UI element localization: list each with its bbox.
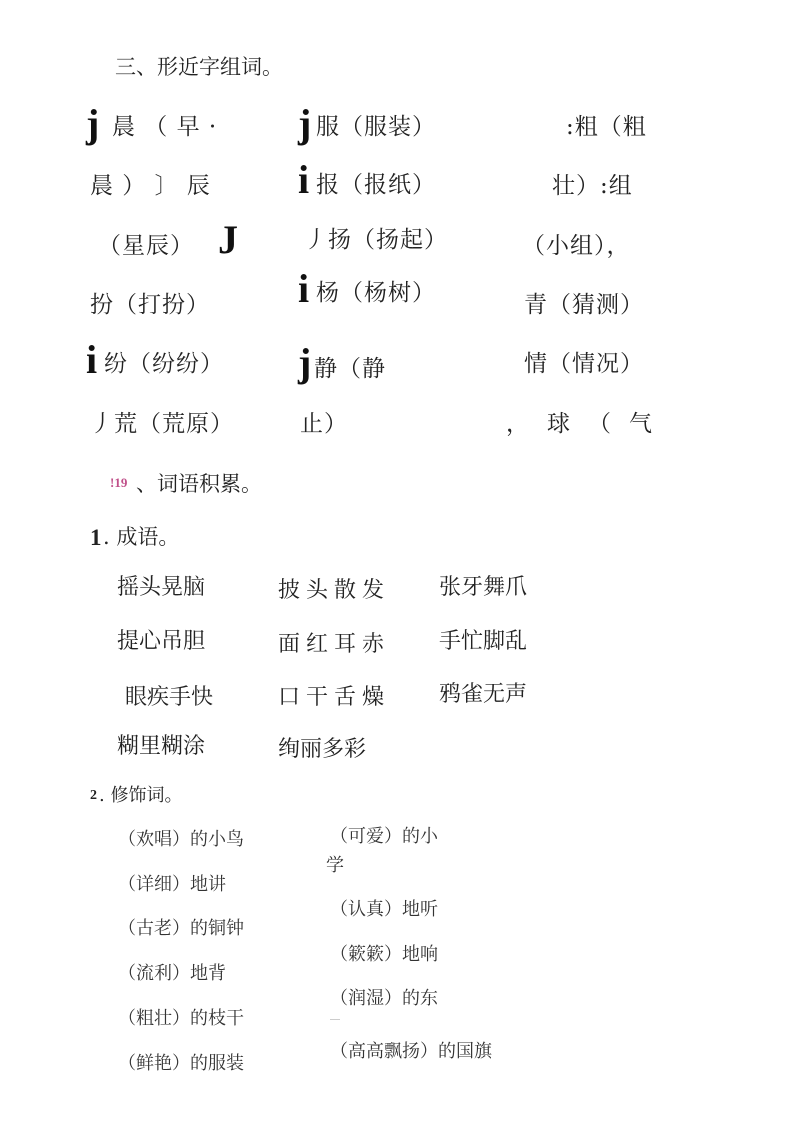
- stray-glyph-j: j: [86, 101, 100, 146]
- col3-line-4: 青（猜测）: [524, 292, 644, 318]
- col3-line-3: （小组），: [522, 233, 631, 259]
- stray-glyph-i: i: [298, 157, 310, 202]
- col2-line-3: 丿扬（扬起）: [304, 227, 448, 253]
- col1-line-3: （星辰）: [98, 233, 194, 259]
- col1-line-1: 晨 （ 早 ·: [112, 114, 218, 140]
- idiom: 披头散发: [278, 578, 391, 603]
- modifier-item-continuation: 学: [326, 855, 344, 876]
- col1-line-2: 晨 ） 〕 辰: [90, 173, 211, 199]
- col2-line-5: 静（静: [314, 356, 386, 382]
- subsection-2-number: 2: [90, 788, 97, 803]
- col3-line-5: 情（情况）: [524, 351, 644, 377]
- modifier-item: （流利）地背: [118, 963, 226, 984]
- col1-line-4: 扮（打扮）: [90, 292, 210, 318]
- modifier-item: （鲜艳）的服装: [118, 1053, 244, 1074]
- col1-line-5: 纷（纷纷）: [104, 351, 224, 377]
- idiom: 鸦雀无声: [439, 682, 528, 707]
- stray-glyph-j: j: [298, 340, 312, 385]
- idiom: 绚丽多彩: [278, 737, 367, 762]
- col3-line-6: ，球（气: [506, 411, 670, 437]
- modifier-item: （可爱）的小: [330, 826, 438, 847]
- col2-line-6: 止）: [300, 411, 348, 437]
- col2-line-2: 报（报纸）: [316, 172, 436, 198]
- subsection-1-number: 1: [90, 525, 102, 550]
- section-3-heading: 三、形近字组词。: [115, 55, 283, 79]
- modifier-item: （欢唱）的小鸟: [118, 829, 244, 850]
- col2-line-1: 服（服装）: [316, 114, 436, 140]
- idiom: 摇头晃脑: [117, 575, 206, 600]
- modifier-item: （高高飘扬）的国旗: [330, 1041, 492, 1062]
- modifier-item: （古老）的铜钟: [118, 918, 244, 939]
- modifier-item: （簌簌）地响: [330, 944, 438, 965]
- faint-divider: [330, 1019, 340, 1020]
- stray-glyph-i: i: [86, 337, 98, 382]
- section-4-heading: 、词语积累。: [136, 472, 262, 496]
- stray-glyph-i: i: [298, 266, 310, 311]
- col3-line-1: :粗（粗: [566, 114, 647, 140]
- idiom: 手忙脚乱: [439, 629, 528, 654]
- idiom: 提心吊胆: [117, 629, 206, 654]
- section-4-marker: !19: [110, 475, 128, 490]
- stray-glyph-J: J: [218, 217, 238, 262]
- col3-line-2: 壮）:组: [552, 173, 633, 199]
- modifier-item: （润湿）的东: [330, 988, 438, 1009]
- subsection-2-label: . 修饰词。: [99, 785, 183, 806]
- idiom: 口干舌燥: [278, 685, 391, 710]
- modifier-item: （认真）地听: [330, 899, 438, 920]
- col1-line-6: 丿荒（荒原）: [90, 411, 234, 437]
- subsection-1-label: . 成语。: [103, 525, 180, 549]
- idiom: 眼疾手快: [125, 685, 214, 710]
- idiom: 面红耳赤: [278, 632, 391, 657]
- stray-glyph-j: j: [298, 101, 312, 146]
- col2-line-4: 杨（杨树）: [316, 280, 436, 306]
- idiom: 张牙舞爪: [439, 575, 528, 600]
- idiom: 糊里糊涂: [117, 734, 206, 759]
- modifier-item: （详细）地讲: [118, 874, 226, 895]
- modifier-item: （粗壮）的枝干: [118, 1008, 244, 1029]
